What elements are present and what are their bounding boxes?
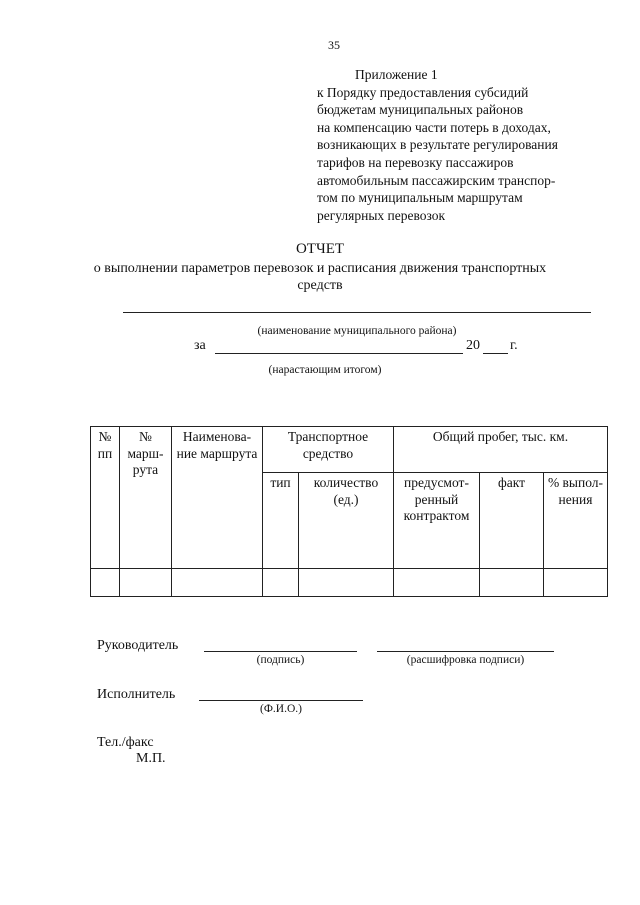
appendix-heading: Приложение 1 xyxy=(355,67,438,82)
report-table xyxy=(90,426,608,597)
appendix-line: тарифов на перевозку пассажиров xyxy=(317,154,514,170)
head-decoding-line xyxy=(377,651,554,652)
appendix-block xyxy=(317,66,558,224)
header-type: тип xyxy=(263,473,299,569)
appendix-line: к Порядку предоставления субсидий xyxy=(317,84,529,100)
page-number: 35 xyxy=(328,38,340,52)
appendix-line: бюджетам муниципальных районов xyxy=(317,102,524,118)
table-cell xyxy=(172,569,263,597)
head-label: Руководитель xyxy=(97,638,179,653)
header-percent: % выпол-нения xyxy=(544,473,608,569)
year-line xyxy=(483,353,508,354)
table-cell xyxy=(263,569,299,597)
header-fact: факт xyxy=(480,473,544,569)
appendix-line: том по муниципальным маршрутам xyxy=(317,190,523,206)
period-year: 20 xyxy=(466,338,480,353)
head-signature-line xyxy=(204,651,357,652)
header-contract: предусмот-ренный контрактом xyxy=(394,473,480,569)
table-row xyxy=(91,569,608,597)
table-cell xyxy=(480,569,544,597)
executor-label: Исполнитель xyxy=(97,687,176,702)
appendix-line: регулярных перевозок xyxy=(317,207,446,223)
header-vehicle: Транспортное средство xyxy=(263,427,394,473)
header-quantity: количество (ед.) xyxy=(299,473,394,569)
table-cell xyxy=(299,569,394,597)
period-prefix: за xyxy=(194,338,206,353)
report-subtitle-line2: средств xyxy=(297,278,343,293)
header-mileage: Общий пробег, тыс. км. xyxy=(394,427,608,473)
table-cell xyxy=(394,569,480,597)
district-name-line xyxy=(123,312,591,313)
executor-line xyxy=(199,700,363,701)
table-cell xyxy=(544,569,608,597)
period-suffix: г. xyxy=(510,338,518,353)
appendix-line: возникающих в результате регулирования xyxy=(317,137,558,153)
district-caption: (наименование муниципального района) xyxy=(257,325,457,337)
table-cell xyxy=(91,569,120,597)
report-subtitle-line1: о выполнении параметров перевозок и расписания движения транспортных xyxy=(93,261,547,276)
stamp-label: М.П. xyxy=(136,751,166,766)
appendix-line: на компенсацию части потерь в доходах, xyxy=(317,119,551,135)
header-route-num: № марш-рута xyxy=(120,427,172,569)
phone-fax-label: Тел./факс xyxy=(97,735,154,750)
table-header-row xyxy=(91,427,608,473)
table-cell xyxy=(120,569,172,597)
cumulative-caption: (нарастающим итогом) xyxy=(268,364,382,376)
fio-caption: (Ф.И.О.) xyxy=(260,703,302,715)
header-route-name: Наименова-ние маршрута xyxy=(172,427,263,569)
decoding-caption: (расшифровка подписи) xyxy=(406,654,525,666)
period-line xyxy=(215,353,463,354)
report-title: ОТЧЕТ xyxy=(295,241,345,257)
report-subtitle xyxy=(0,260,640,294)
signature-caption: (подпись) xyxy=(256,654,305,666)
appendix-line: автомобильным пассажирским транспор- xyxy=(317,172,556,188)
header-num: № пп xyxy=(91,427,120,569)
